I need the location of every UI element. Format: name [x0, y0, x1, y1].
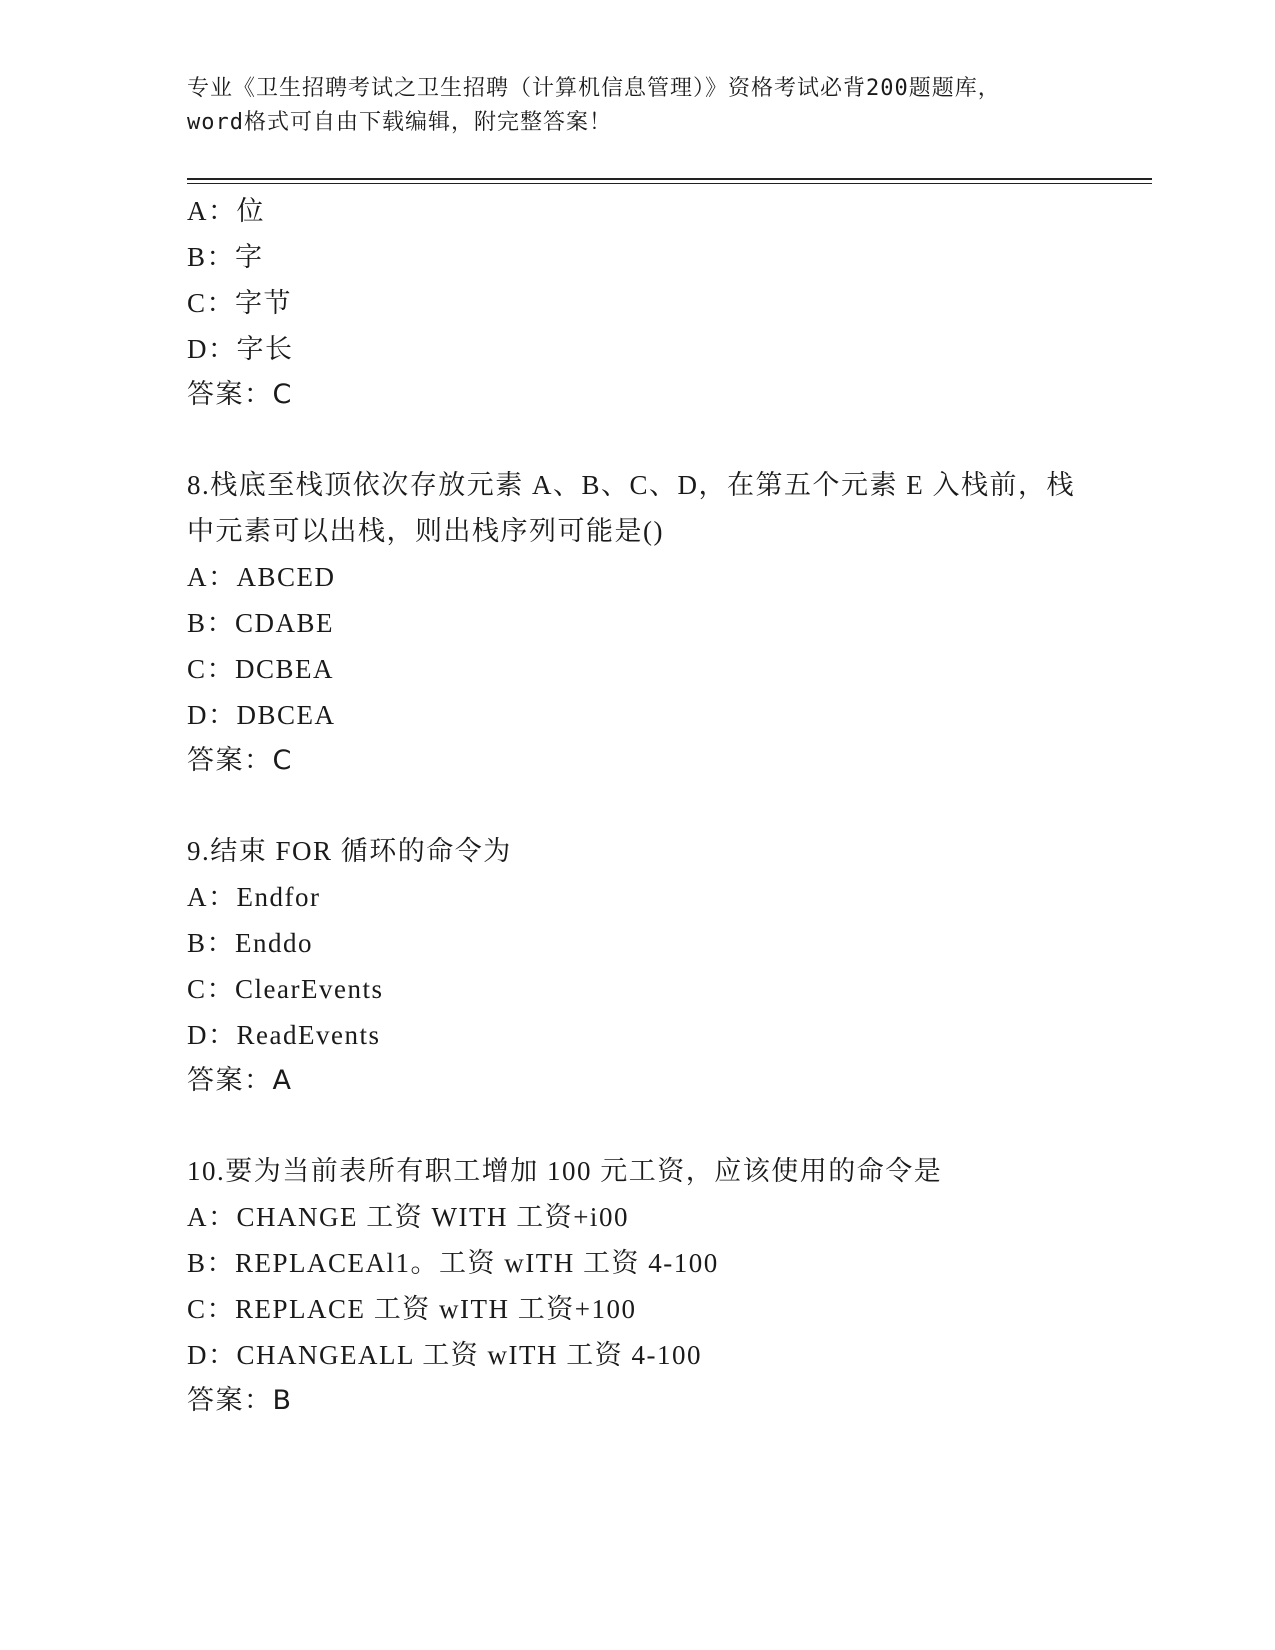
- header-title-line-1: 专业《卫生招聘考试之卫生招聘（计算机信息管理）》资格考试必背200题题库，: [187, 76, 1001, 101]
- answer: 答案：B: [187, 1385, 293, 1416]
- question-9: [187, 828, 1087, 1104]
- question-7: [187, 188, 1087, 418]
- option-d: D：DBCEA: [187, 700, 336, 730]
- option-d: D：ReadEvents: [187, 1020, 381, 1050]
- option-b: B：Enddo: [187, 928, 314, 958]
- document-header: [187, 72, 1087, 140]
- answer: 答案：C: [187, 745, 293, 776]
- option-a: A：Endfor: [187, 882, 321, 912]
- option-c: C：REPLACE 工资 wITH 工资+100: [187, 1294, 637, 1324]
- option-c: C：ClearEvents: [187, 974, 384, 1004]
- header-title-line-2: word格式可自由下载编辑，附完整答案！: [187, 110, 612, 135]
- option-b: B：REPLACEAl1。工资 wITH 工资 4-100: [187, 1248, 719, 1278]
- question-stem: 9.结束 FOR 循环的命令为: [187, 836, 512, 866]
- header-divider-thick: [187, 178, 1152, 180]
- option-d: D：字长: [187, 334, 294, 364]
- spacer: [187, 1104, 1087, 1148]
- option-c: C：字节: [187, 288, 293, 318]
- header-divider-thin: [187, 183, 1152, 184]
- option-a: A：ABCED: [187, 562, 336, 592]
- answer: 答案：A: [187, 1065, 293, 1096]
- question-list: [187, 188, 1087, 1424]
- question-stem: 8.栈底至栈顶依次存放元素 A、B、C、D，在第五个元素 E 入栈前，栈: [187, 470, 1076, 500]
- answer: 答案：C: [187, 379, 293, 410]
- question-10: [187, 1148, 1087, 1424]
- option-c: C：DCBEA: [187, 654, 335, 684]
- option-d: D：CHANGEALL 工资 wITH 工资 4-100: [187, 1340, 702, 1370]
- question-stem-continued: 中元素可以出栈，则出栈序列可能是(): [187, 516, 664, 546]
- spacer: [187, 784, 1087, 828]
- question-8: [187, 462, 1087, 784]
- question-stem: 10.要为当前表所有职工增加 100 元工资，应该使用的命令是: [187, 1156, 943, 1186]
- option-a: A：CHANGE 工资 WITH 工资+i00: [187, 1202, 629, 1232]
- option-a: A：位: [187, 196, 265, 226]
- option-b: B：字: [187, 242, 264, 272]
- option-b: B：CDABE: [187, 608, 335, 638]
- spacer: [187, 418, 1087, 462]
